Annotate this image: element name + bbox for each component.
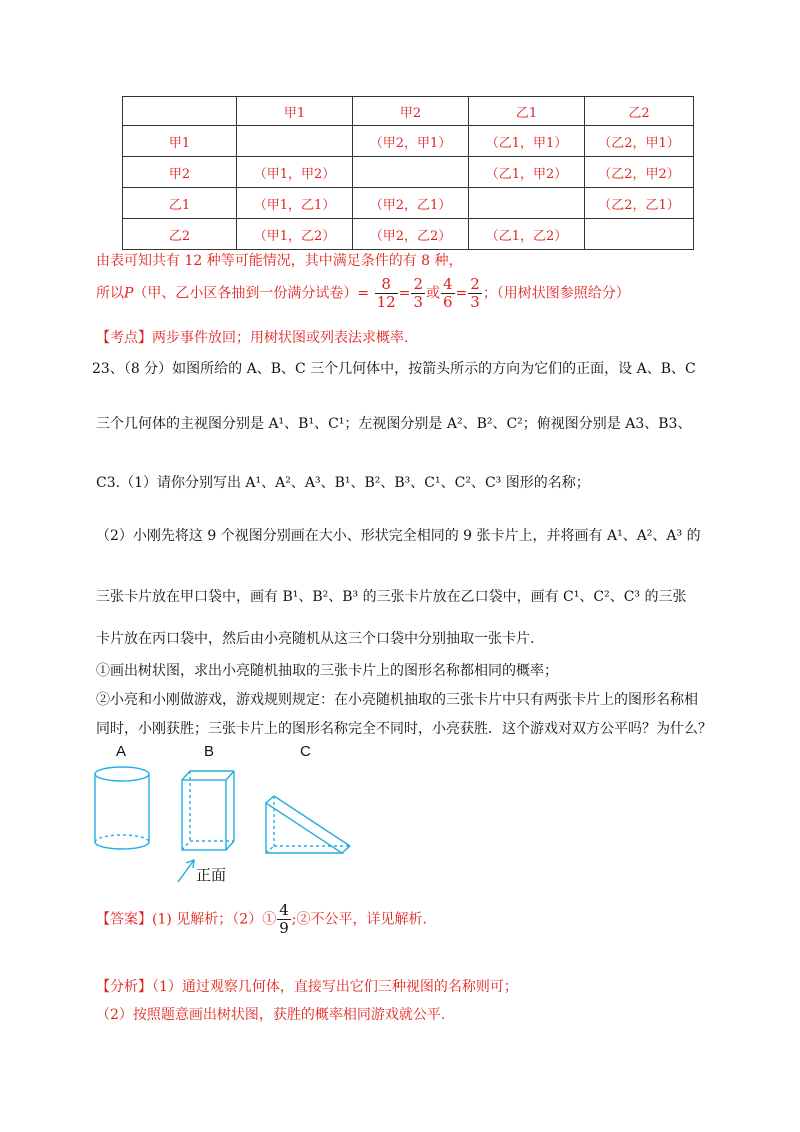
question-23-line-1: 23、（8 分）如图所给的 A、B、C 三个几何体中，按箭头所示的方向为它们的正面，设 A、B、C: [92, 361, 696, 377]
table-cell: （甲2，乙2）: [353, 219, 469, 250]
table-cell: 甲2: [353, 97, 469, 126]
question-23-line-5: 三张卡片放在甲口袋中，画有 B¹、B²、B³ 的三张卡片放在乙口袋中，画有 C¹、C²、C³ 的三张: [96, 589, 687, 605]
table-cell: 乙2: [585, 97, 694, 126]
table-cell: 乙1: [123, 188, 237, 219]
question-23-line-3: C3.（1）请你分别写出 A¹、A²、A³、B¹、B²、B³、C¹、C²、C³ 图形的名称；: [96, 475, 590, 491]
table-cell: （乙1，甲1）: [469, 126, 585, 157]
answer-suffix: ;②不公平，详见解析.: [291, 911, 427, 928]
solution-prefix: 所以: [96, 285, 124, 302]
equals-sign: =: [455, 285, 468, 302]
table-cell: （甲1，甲2）: [237, 157, 353, 188]
equals-sign: =: [398, 285, 411, 302]
fraction-2-3-b: $\frac{2}{3}$: [470, 275, 480, 311]
table-cell: 甲1: [123, 126, 237, 157]
table-cell: 乙1: [469, 97, 585, 126]
figure-label-b: B: [204, 743, 215, 760]
answer-prefix: 【答案】(1) 见解析；（2）①: [96, 911, 277, 928]
fraction-8-12: $\frac{8}{12}$: [376, 275, 396, 311]
cuboid-shape: [182, 771, 234, 850]
table-cell: （乙1，甲2）: [469, 157, 585, 188]
table-cell: [469, 188, 585, 219]
front-arrow-icon: [178, 860, 194, 882]
solution-line-1: 由表可知共有 12 种等可能情况，其中满足条件的有 8 种，: [96, 253, 463, 269]
front-label: 正面: [196, 866, 227, 884]
table-cell: 甲1: [237, 97, 353, 126]
question-23-line-9: 同时，小刚获胜；三张卡片上的图形名称完全不同时，小亮获胜．这个游戏对双方公平吗？为什么？: [96, 721, 712, 737]
table-cell: 甲2: [123, 157, 237, 188]
figure-label-a: A: [116, 743, 127, 760]
analysis-line-1: 【分析】（1）通过观察几何体，直接写出它们三种视图的名称则可；: [96, 979, 518, 995]
table-cell: （甲1，乙1）: [237, 188, 353, 219]
probability-table: [122, 96, 694, 250]
table-row: [123, 188, 694, 219]
table-cell: （甲2，乙1）: [353, 188, 469, 219]
event-text: （甲、乙小区各抽到一份满分试卷）=: [133, 285, 370, 302]
cylinder-shape: [95, 767, 149, 849]
question-23-line-8: ②小亮和小刚做游戏，游戏规则规定：在小亮随机抽取的三张卡片中只有两张卡片上的图形名称相: [96, 692, 698, 708]
table-cell: [123, 97, 237, 126]
table-cell: [237, 126, 353, 157]
figure-label-c: C: [300, 743, 311, 760]
question-23-line-7: ①画出树状图，求出小亮随机抽取的三张卡片上的图形名称都相同的概率；: [96, 663, 558, 679]
kaodian: 【考点】两步事件放回；用树状图或列表法求概率.: [96, 330, 409, 346]
table-cell: （乙1，乙2）: [469, 219, 585, 250]
table-row: [123, 219, 694, 250]
fraction-4-6: $\frac{4}{6}$: [442, 275, 453, 311]
answer-fraction: $\frac{4}{9}$: [279, 901, 289, 937]
table-cell: [353, 157, 469, 188]
question-23-line-2: 三个几何体的主视图分别是 A¹、B¹、C¹；左视图分别是 A²、B²、C²；俯视图分别是 A3、B3、: [96, 416, 692, 432]
solution-line-2: [96, 276, 630, 311]
table-row: [123, 126, 694, 157]
or-text: 或: [425, 285, 440, 302]
table-cell: 乙2: [123, 219, 237, 250]
solution-suffix: ；（用树状图参照给分）: [482, 285, 630, 302]
fraction-2-3: $\frac{2}{3}$: [413, 275, 423, 311]
question-23-line-6: 卡片放在丙口袋中，然后由小亮随机从这三个口袋中分别抽取一张卡片.: [96, 631, 535, 647]
p-symbol: P: [124, 285, 134, 302]
table-row: [123, 157, 694, 188]
table-cell: （乙2，甲2）: [585, 157, 694, 188]
table-cell: （乙2，乙1）: [585, 188, 694, 219]
solids-figure: [80, 760, 380, 890]
table-cell: （乙2，甲1）: [585, 126, 694, 157]
triangular-prism-shape: [266, 796, 350, 853]
analysis-line-2: （2）按照题意画出树状图，获胜的概率相同游戏就公平.: [96, 1007, 446, 1023]
table-cell: [585, 219, 694, 250]
question-23-line-4: （2）小刚先将这 9 个视图分别画在大小、形状完全相同的 9 张卡片上，并将画有 A¹、A²、A³ 的: [96, 528, 701, 544]
table-header-row: [123, 97, 694, 126]
table-cell: （甲1，乙2）: [237, 219, 353, 250]
table-cell: （甲2，甲1）: [353, 126, 469, 157]
answer-line: [96, 902, 427, 937]
